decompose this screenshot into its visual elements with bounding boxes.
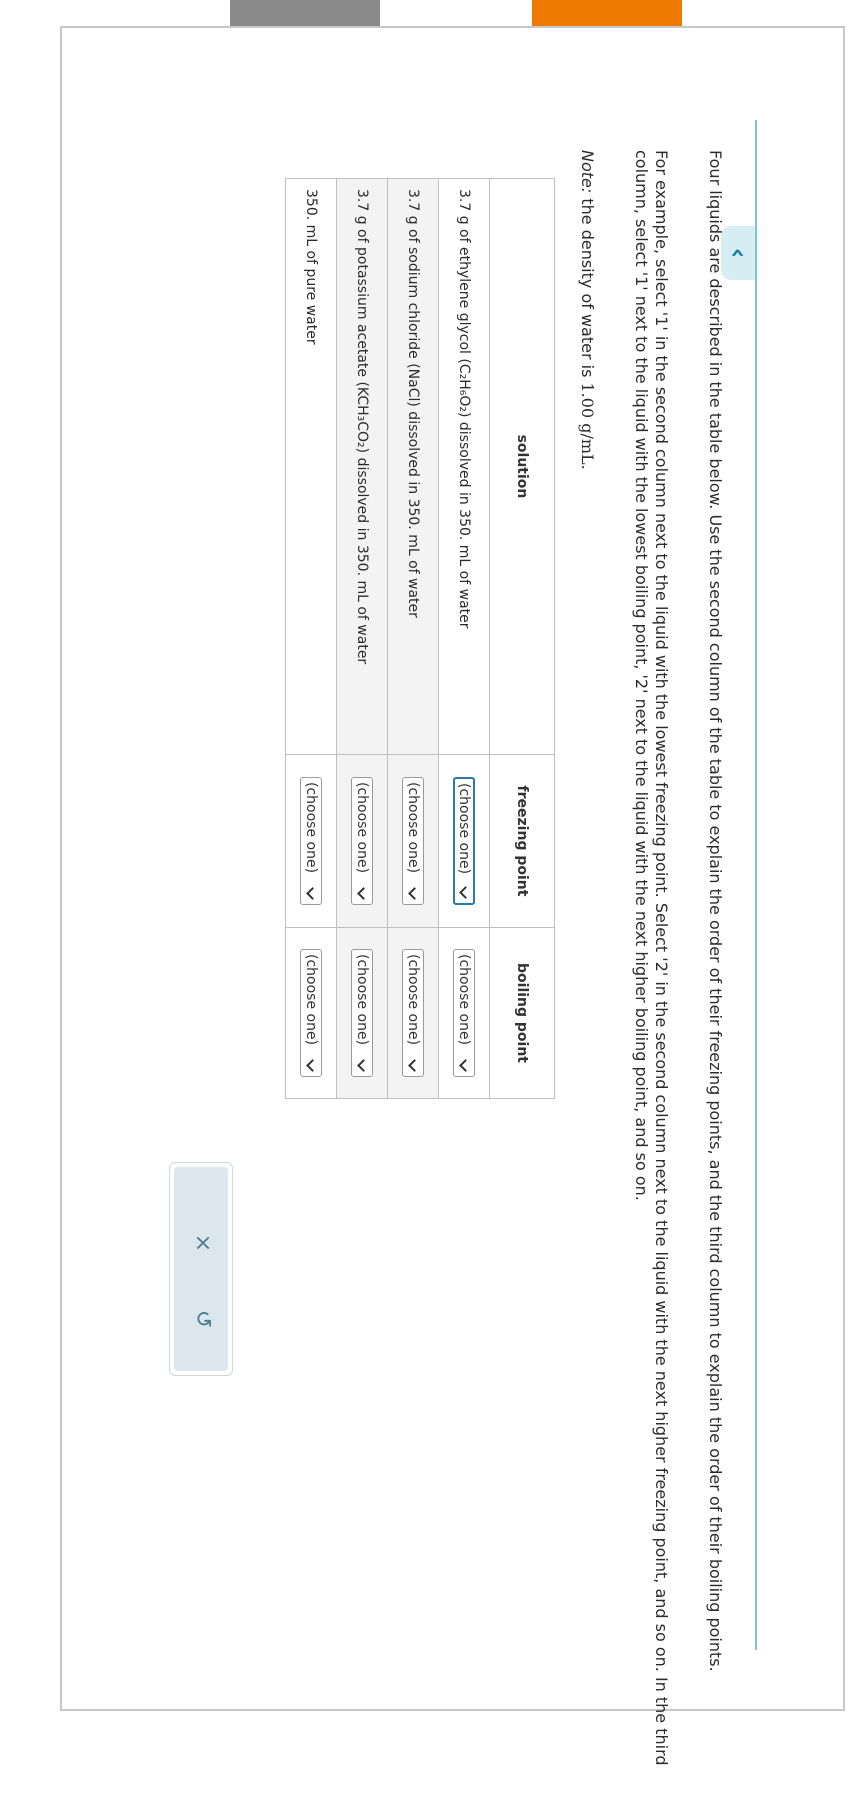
collapse-button[interactable]	[721, 226, 755, 280]
solutions-table	[285, 178, 555, 1099]
note-text: the density of water is	[578, 193, 597, 383]
table-row	[388, 179, 439, 1099]
instruction-paragraph-2: For example, select '1' in the second column next to the liquid with the lowest freezing point. Select '2' in the second column next to the liquid with the next higher freezing point, and so on. In the third column, select '1' next to the liquid with the lowest boiling point, '2' next to the liquid with the next higher boiling point, and so on.	[632, 150, 671, 1766]
question-content	[165, 150, 725, 1810]
chevron-down-icon	[460, 1059, 473, 1072]
header-tab-gray	[230, 0, 380, 26]
freezing-point-select[interactable]: (choose one)	[300, 777, 322, 905]
solution-cell: 350. mL of pure water	[286, 179, 337, 755]
header-tab-orange	[532, 0, 682, 26]
chevron-down-icon	[409, 887, 422, 900]
note-value: 1.00 g/mL.	[578, 382, 597, 470]
boiling-point-select[interactable]: (choose one)	[402, 949, 424, 1077]
note-label: Note:	[578, 150, 597, 194]
header-boiling-point: boiling point	[490, 928, 555, 1099]
header-solution: solution	[490, 179, 555, 755]
instruction-paragraph-1: Four liquids are described in the table below. Use the second column of the table to explain the order of their freezing points, and the third column to explain the order of their boiling points.	[706, 150, 725, 1672]
table-header-row	[490, 179, 555, 1099]
close-icon[interactable]: ×	[190, 1233, 215, 1253]
undo-icon[interactable]: ↺	[190, 1309, 215, 1329]
density-note	[577, 150, 597, 1790]
chevron-down-icon	[460, 886, 473, 899]
freezing-point-select[interactable]: (choose one)	[453, 777, 475, 905]
boiling-point-select[interactable]: (choose one)	[351, 949, 373, 1077]
chevron-left-icon: ‹	[723, 247, 753, 259]
chevron-down-icon	[307, 887, 320, 900]
chevron-down-icon	[358, 1059, 371, 1072]
table-row	[286, 179, 337, 1099]
table-row	[439, 179, 490, 1099]
solution-cell: 3.7 g of potassium acetate (KCH₃CO₂) dissolved in 350. mL of water	[337, 179, 388, 755]
chevron-down-icon	[409, 1059, 422, 1072]
boiling-point-select[interactable]: (choose one)	[300, 949, 322, 1077]
answer-toolbar	[169, 1162, 233, 1376]
chevron-down-icon	[307, 1059, 320, 1072]
boiling-point-select[interactable]: (choose one)	[453, 949, 475, 1077]
solution-cell: 3.7 g of ethylene glycol (C₂H₆O₂) dissolved in 350. mL of water	[439, 179, 490, 755]
freezing-point-select[interactable]: (choose one)	[402, 777, 424, 905]
header-freezing-point: freezing point	[490, 755, 555, 928]
chevron-down-icon	[358, 887, 371, 900]
panel-divider	[755, 120, 757, 1650]
freezing-point-select[interactable]: (choose one)	[351, 777, 373, 905]
solution-cell: 3.7 g of sodium chloride (NaCl) dissolved in 350. mL of water	[388, 179, 439, 755]
table-row	[337, 179, 388, 1099]
